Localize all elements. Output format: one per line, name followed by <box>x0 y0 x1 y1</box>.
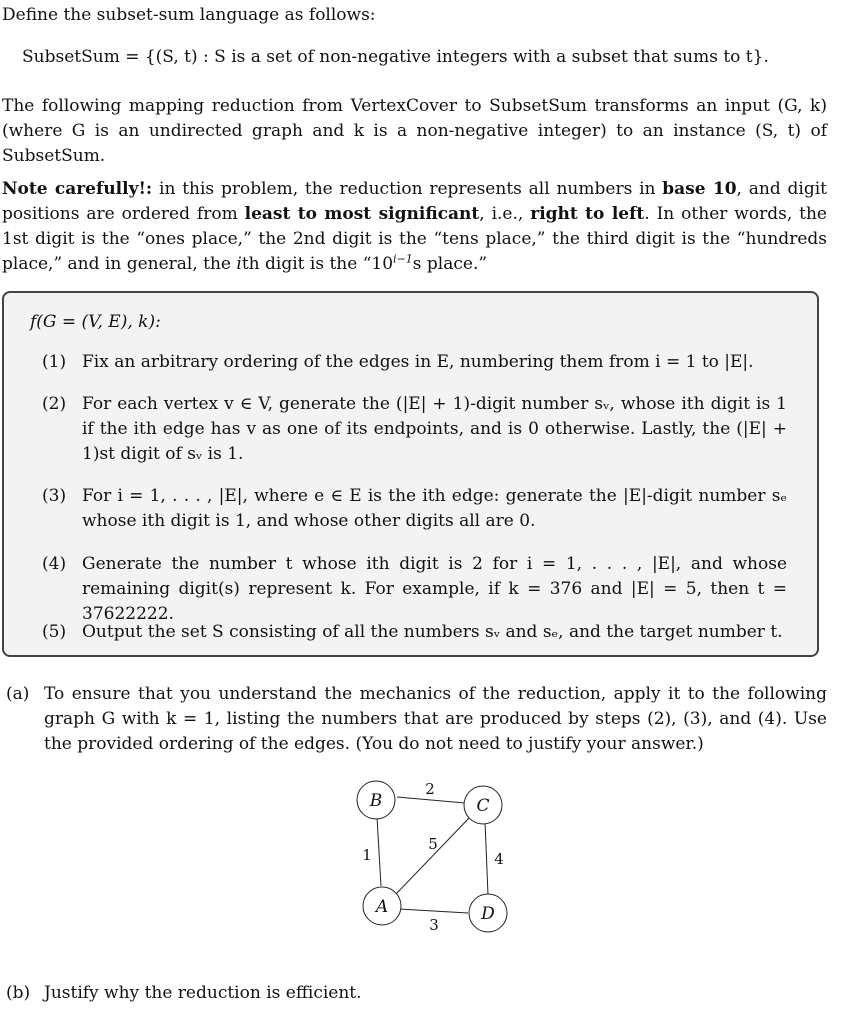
edge-4 <box>485 821 488 895</box>
part-a: (a) To ensure that you understand the mechanics of the reduction, apply it to the following graph G with k = 1, listing the numbers that are produced by steps (2), (3), and (4). Use the provided ordering of the edges. (You do not need to justify your answer.) <box>6 684 827 754</box>
edge-3 <box>399 909 468 913</box>
edge-4-label: 4 <box>494 850 504 868</box>
reduction-paragraph: The following mapping reduction from VertexCover to SubsetSum transforms an input (G, k) (where G is an undirected graph and k is a non-negative integer) to an instance (S, t) of SubsetSum. <box>2 96 827 166</box>
edge-1-label: 1 <box>362 846 372 864</box>
edge-2-label: 2 <box>425 780 435 798</box>
edge-3-label: 3 <box>429 916 439 934</box>
edge-5 <box>396 816 471 894</box>
graph-figure <box>340 770 530 940</box>
node-c-label: C <box>476 796 490 816</box>
node-a-label: A <box>375 897 389 917</box>
intro-text: Define the subset-sum language as follows: <box>2 5 376 25</box>
step-2: (2) For each vertex v ∈ V, generate the (|E| + 1)-digit number sᵥ, whose ith digit is 1 if the ith edge has v as one of its endpoints, and is 0 otherwise. Lastly, the (|E| + 1)st digit of sᵥ is 1. <box>42 394 787 464</box>
node-d-label: D <box>481 904 495 924</box>
step-5: (5) Output the set S consisting of all the numbers sᵥ and sₑ, and the target number t. <box>42 622 783 642</box>
step-4: (4) Generate the number t whose ith digit is 2 for i = 1, . . . , |E|, and whose remaining digit(s) represent k. For example, if k = 376 and |E| = 5, then t = 37622222. <box>42 554 787 624</box>
algorithm-header: f(G = (V, E), k): <box>30 312 161 332</box>
node-b-label: B <box>369 791 383 811</box>
edge-5-label: 5 <box>428 835 438 853</box>
step-3: (3) For i = 1, . . . , |E|, where e ∈ E is the ith edge: generate the |E|-digit number sₑ whose ith digit is 1, and whose other digits all are 0. <box>42 486 787 531</box>
reduction-algorithm-box <box>2 291 819 657</box>
subsetsum-definition: SubsetSum = {(S, t) : S is a set of non-negative integers with a subset that sums to t}. <box>22 47 769 67</box>
note-label: Note carefully!: <box>2 179 153 199</box>
step-1: (1) Fix an arbitrary ordering of the edges in E, numbering them from i = 1 to |E|. <box>42 352 754 372</box>
note-paragraph: Note carefully!: in this problem, the reduction represents all numbers in base 10, and digit positions are ordered from least to most significant, i.e., right to left. In other words, the 1st digit is the “ones place,” the 2nd digit is the “tens place,” the third digit is the “hundreds place,” and in general, the ith digit is the “$10^{i-1}s$ place.” <box>2 179 827 274</box>
part-b: (b) Justify why the reduction is efficient. <box>6 983 362 1003</box>
